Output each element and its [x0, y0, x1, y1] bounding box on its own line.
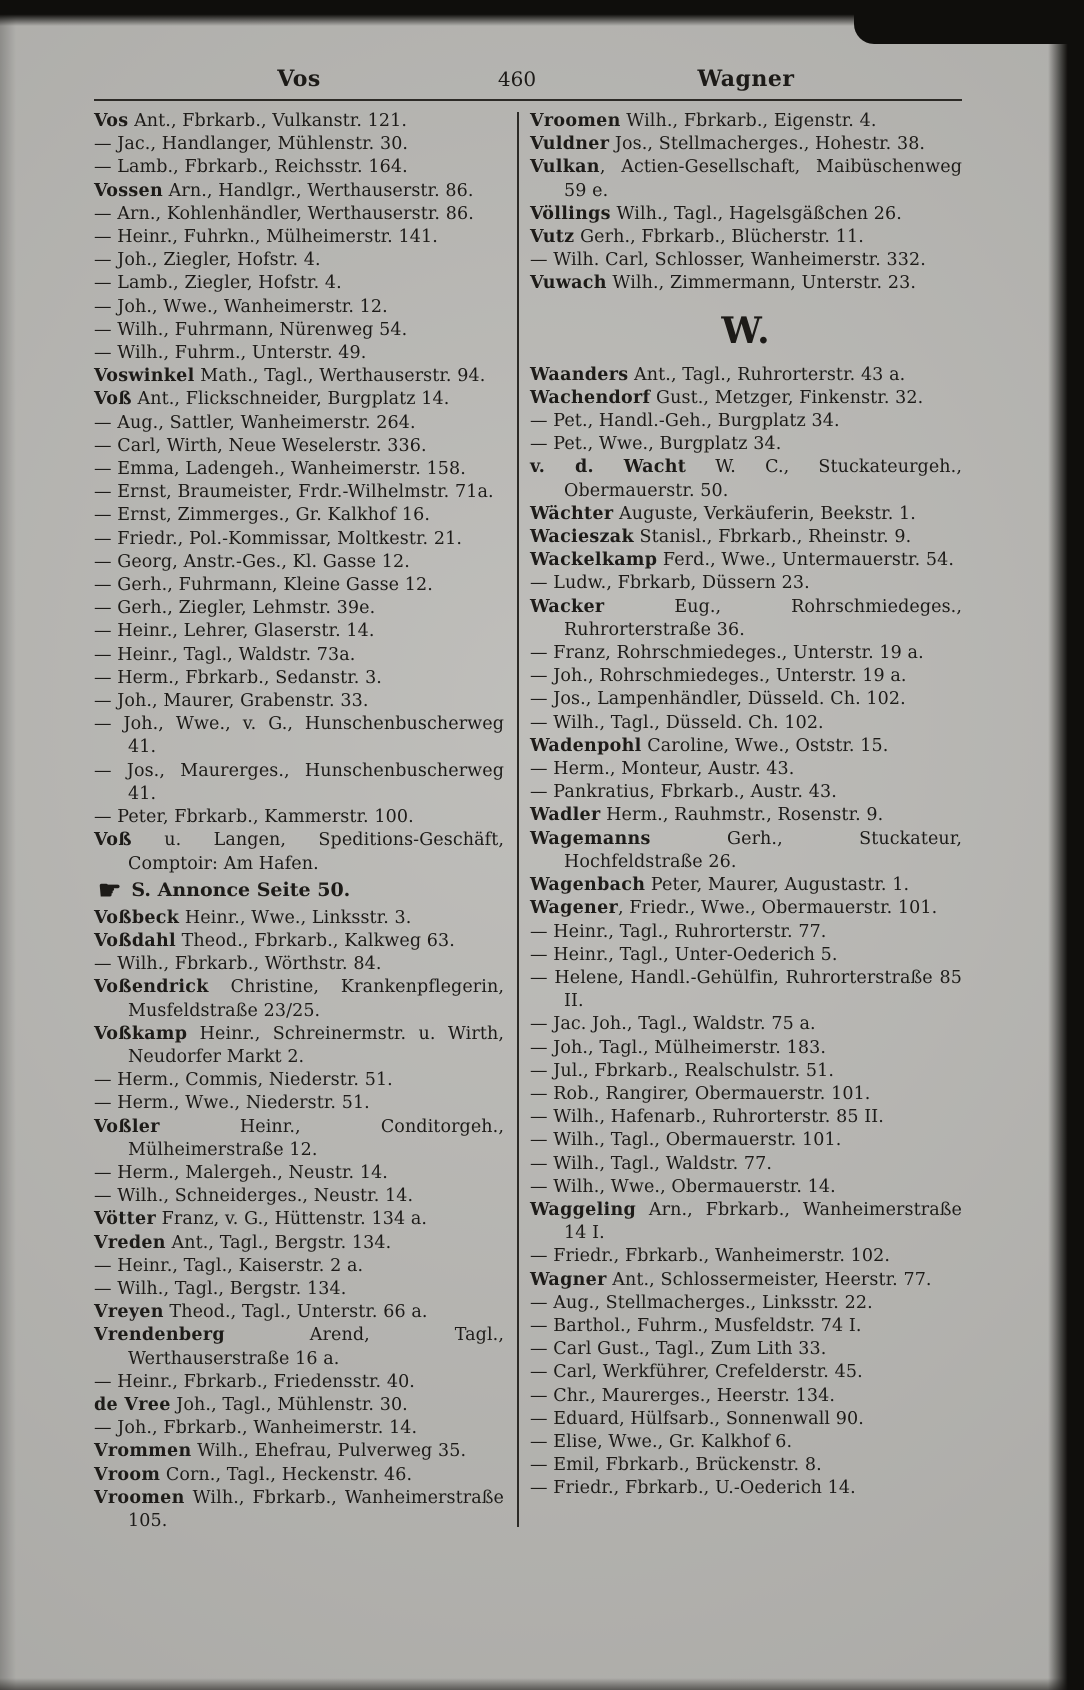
header-rule [94, 99, 962, 101]
directory-entry: Wagenbach Peter, Maurer, Augustastr. 1. [530, 875, 910, 896]
surname: Vuldner [530, 134, 610, 155]
directory-entry: Vuwach Wilh., Zimmermann, Unterstr. 23. [530, 273, 917, 294]
surname: Voß [94, 389, 132, 410]
directory-entry: Voßdahl Theod., Fbrkarb., Kalkweg 63. [94, 930, 455, 951]
directory-entry: — Friedr., Pol.-Kommissar, Moltkestr. 21. [94, 528, 462, 549]
surname: Wagenbach [530, 875, 646, 896]
directory-entry: v. d. Wacht W. C., Stuckateurgeh., Obermauerstr. 50. [530, 457, 962, 501]
directory-entry: — Heinr., Tagl., Unter-Oederich 5. [530, 944, 838, 965]
directory-entry: — Barthol., Fuhrm., Musfeldstr. 74 I. [530, 1315, 862, 1336]
directory-entry: — Franz, Rohrschmiedeges., Unterstr. 19 a. [530, 643, 924, 664]
directory-entry: — Joh., Tagl., Mülheimerstr. 183. [530, 1037, 826, 1058]
directory-entry: — Chr., Maurerges., Heerstr. 134. [530, 1385, 835, 1406]
surname: Vroomen [94, 1487, 185, 1508]
page-number: 460 [497, 67, 537, 91]
directory-entry: Wächter Auguste, Verkäuferin, Beekstr. 1. [530, 503, 916, 524]
directory-entry: Voßbeck Heinr., Wwe., Linksstr. 3. [94, 907, 412, 928]
directory-entry: Vroomen Wilh., Fbrkarb., Wanheimerstraße 105. [94, 1487, 504, 1531]
surname: Vrommen [94, 1441, 192, 1462]
directory-entry: — Friedr., Fbrkarb., Wanheimerstr. 102. [530, 1246, 891, 1267]
surname: Wächter [530, 503, 614, 524]
directory-entry: — Herm., Wwe., Niederstr. 51. [94, 1093, 370, 1114]
directory-entry: — Wilh., Hafenarb., Ruhrorterstr. 85 II. [530, 1107, 884, 1128]
directory-entry: — Pet., Wwe., Burgplatz 34. [530, 434, 782, 455]
directory-entry: — Jul., Fbrkarb., Realschulstr. 51. [530, 1060, 835, 1081]
directory-entry: — Herm., Fbrkarb., Sedanstr. 3. [94, 667, 382, 688]
section-letter-heading: W. [721, 309, 771, 352]
directory-entry: — Wilh., Tagl., Waldstr. 77. [530, 1153, 773, 1174]
directory-entry: — Aug., Stellmacherges., Linksstr. 22. [530, 1292, 873, 1313]
directory-entry: Voßkamp Heinr., Schreinermstr. u. Wirth, Neudorfer Markt 2. [94, 1023, 504, 1067]
directory-entry: Wagener, Friedr., Wwe., Obermauerstr. 101. [530, 898, 938, 919]
directory-entry: — Friedr., Fbrkarb., U.-Oederich 14. [530, 1478, 856, 1499]
page-content [94, 66, 962, 1533]
directory-entry: Vroom Corn., Tagl., Heckenstr. 46. [94, 1464, 413, 1485]
surname: Vroomen [530, 111, 621, 131]
directory-entry: Vreyen Theod., Tagl., Unterstr. 66 a. [94, 1302, 428, 1323]
directory-entry: Vrommen Wilh., Ehefrau, Pulverweg 35. [94, 1441, 467, 1462]
surname: Wackelkamp [530, 550, 658, 571]
directory-entry: — Rob., Rangirer, Obermauerstr. 101. [530, 1083, 871, 1104]
surname: Vuwach [530, 273, 607, 294]
surname: Voßkamp [94, 1023, 188, 1044]
directory-entry: Vutz Gerh., Fbrkarb., Blücherstr. 11. [530, 227, 864, 248]
surname: Vötter [94, 1209, 156, 1230]
directory-entry: — Carl Gust., Tagl., Zum Lith 33. [530, 1339, 827, 1360]
directory-entry: Vossen Arn., Handlgr., Werthauserstr. 86. [94, 180, 474, 201]
directory-entry: — Emil, Fbrkarb., Brückenstr. 8. [530, 1455, 822, 1476]
surname: Vreyen [94, 1302, 164, 1323]
directory-entry: — Wilh., Fuhrmann, Nürenweg 54. [94, 319, 408, 340]
directory-entry: — Joh., Wwe., v. G., Hunschenbuscherweg 41. [94, 714, 504, 758]
directory-entry: Voßler Heinr., Conditorgeh., Mülheimerstraße 12. [94, 1116, 504, 1160]
directory-entry: Waanders Ant., Tagl., Ruhrorterstr. 43 a. [530, 364, 906, 385]
pointing-hand-icon: ☛ [98, 875, 122, 906]
column-divider [504, 110, 530, 1533]
scan-artifact-bottom-edge [0, 1678, 1084, 1690]
directory-entry: — Carl, Wirth, Neue Weselerstr. 336. [94, 435, 427, 456]
directory-entry: — Carl, Werkführer, Crefelderstr. 45. [530, 1362, 863, 1383]
running-header [94, 66, 962, 92]
surname: Wachendorf [530, 387, 651, 408]
directory-entry: — Ernst, Zimmerges., Gr. Kalkhof 16. [94, 505, 431, 526]
directory-entry: Wachendorf Gust., Metzger, Finkenstr. 32. [530, 387, 924, 408]
directory-entry: — Helene, Handl.-Gehülfin, Ruhrorterstraße 85 II. [530, 967, 962, 1012]
two-column-layout [94, 110, 962, 1533]
directory-entry: Vötter Franz, v. G., Hüttenstr. 134 a. [94, 1209, 428, 1230]
directory-entry: Wadler Herm., Rauhmstr., Rosenstr. 9. [530, 805, 884, 826]
directory-entry: Voswinkel Math., Tagl., Werthauserstr. 94. [94, 366, 486, 387]
surname: Vreden [94, 1232, 166, 1253]
surname: Wacker [530, 596, 605, 617]
surname: Voßler [94, 1116, 160, 1137]
directory-entry: — Aug., Sattler, Wanheimerstr. 264. [94, 412, 416, 433]
directory-entry: Wacieszak Stanisl., Fbrkarb., Rheinstr. 9. [530, 527, 912, 548]
surname: Waggeling [530, 1199, 637, 1220]
annonce-text: S. Annonce Seite 50. [131, 879, 351, 902]
directory-entry: — Wilh. Carl, Schlosser, Wanheimerstr. 332. [530, 250, 926, 271]
directory-entry: Vuldner Jos., Stellmacherges., Hohestr. 38. [530, 134, 926, 155]
surname: Voß [94, 830, 132, 851]
directory-entry: — Wilh., Fbrkarb., Wörthstr. 84. [94, 954, 382, 975]
directory-entry: Völlings Wilh., Tagl., Hagelsgäßchen 26. [530, 203, 902, 224]
surname: Vroom [94, 1464, 161, 1485]
surname: Vos [94, 111, 129, 131]
directory-entry: — Pet., Handl.-Geh., Burgplatz 34. [530, 411, 840, 432]
directory-entry: — Heinr., Tagl., Waldstr. 73a. [94, 644, 356, 665]
directory-entry: Voß Ant., Flickschneider, Burgplatz 14. [94, 389, 450, 410]
directory-entry: — Pankratius, Fbrkarb., Austr. 43. [530, 782, 837, 803]
scan-artifact-left-edge [0, 0, 16, 1690]
directory-entry: Vrendenberg Arend, Tagl., Werthauserstraße 16 a. [94, 1325, 504, 1369]
surname: v. d. Wacht [530, 457, 687, 478]
surname: Wagner [530, 1269, 607, 1290]
directory-entry: — Elise, Wwe., Gr. Kalkhof 6. [530, 1431, 793, 1452]
header-first-entry-word: Vos [277, 66, 321, 92]
directory-entry: — Peter, Fbrkarb., Kammerstr. 100. [94, 807, 414, 828]
surname: Voßdahl [94, 930, 176, 951]
surname: Vutz [530, 227, 575, 248]
directory-entry: — Joh., Ziegler, Hofstr. 4. [94, 250, 321, 271]
directory-entry: — Wilh., Schneiderges., Neustr. 14. [94, 1186, 414, 1207]
header-last-entry-word: Wagner [697, 66, 795, 92]
directory-entry: — Jac., Handlanger, Mühlenstr. 30. [94, 134, 409, 155]
directory-entry: — Joh., Wwe., Wanheimerstr. 12. [94, 296, 388, 317]
directory-entry: — Wilh., Fuhrm., Unterstr. 49. [94, 343, 367, 364]
surname: Wadler [530, 805, 601, 826]
directory-entry: — Wilh., Tagl., Düsseld. Ch. 102. [530, 712, 824, 733]
surname: Voswinkel [94, 366, 195, 387]
directory-entry: — Georg, Anstr.-Ges., Kl. Gasse 12. [94, 551, 410, 572]
directory-entry: — Joh., Maurer, Grabenstr. 33. [94, 691, 369, 712]
directory-entry: — Joh., Fbrkarb., Wanheimerstr. 14. [94, 1418, 418, 1439]
directory-entry: — Heinr., Tagl., Kaiserstr. 2 a. [94, 1255, 364, 1276]
right-column [530, 110, 962, 1533]
directory-entry: Wagemanns Gerh., Stuckateur, Hochfeldstraße 26. [530, 828, 962, 872]
directory-entry: — Lamb., Fbrkarb., Reichsstr. 164. [94, 157, 408, 178]
directory-entry: Wackelkamp Ferd., Wwe., Untermauerstr. 54. [530, 550, 955, 571]
directory-entry: — Ludw., Fbrkarb, Düssern 23. [530, 573, 810, 594]
surname: Völlings [530, 203, 611, 224]
directory-entry: Wacker Eug., Rohrschmiedeges., Ruhrorterstraße 36. [530, 596, 962, 640]
scan-artifact-right-edge [1048, 0, 1084, 1690]
directory-entry: — Heinr., Fuhrkn., Mülheimerstr. 141. [94, 227, 438, 248]
surname: Vossen [94, 180, 164, 201]
directory-entry: Vulkan, Actien-Gesellschaft, Maibüschenweg 59 e. [530, 157, 962, 201]
surname: Voßbeck [94, 907, 180, 928]
directory-entry: — Herm., Malergeh., Neustr. 14. [94, 1162, 388, 1183]
directory-entry: Voßendrick Christine, Krankenpflegerin, Musfeldstraße 23/25. [94, 977, 504, 1021]
directory-entry: — Ernst, Braumeister, Frdr.-Wilhelmstr. 71a. [94, 482, 494, 503]
directory-entry: — Joh., Rohrschmiedeges., Unterstr. 19 a. [530, 666, 907, 687]
directory-entry: — Jac. Joh., Tagl., Waldstr. 75 a. [530, 1014, 816, 1035]
surname: de Vree [94, 1394, 171, 1415]
directory-entry: Wadenpohl Caroline, Wwe., Oststr. 15. [530, 735, 889, 756]
directory-entry: — Emma, Ladengeh., Wanheimerstr. 158. [94, 459, 466, 480]
directory-entry: — Jos., Maurerges., Hunschenbuscherweg 41. [94, 760, 504, 804]
surname: Vulkan [530, 157, 600, 178]
directory-entry: — Heinr., Lehrer, Glaserstr. 14. [94, 621, 375, 642]
directory-entry: Vreden Ant., Tagl., Bergstr. 134. [94, 1232, 392, 1253]
directory-entry: Vroomen Wilh., Fbrkarb., Eigenstr. 4. [530, 111, 877, 131]
directory-entry: — Jos., Lampenhändler, Düsseld. Ch. 102. [530, 689, 906, 710]
directory-entry: Waggeling Arn., Fbrkarb., Wanheimerstraße 14 I. [530, 1199, 962, 1244]
directory-entry: — Arn., Kohlenhändler, Werthauserstr. 86. [94, 203, 474, 224]
directory-entry: — Gerh., Fuhrmann, Kleine Gasse 12. [94, 575, 433, 596]
surname: Wacieszak [530, 527, 634, 548]
directory-entry: — Gerh., Ziegler, Lehmstr. 39e. [94, 598, 376, 619]
directory-entry: — Lamb., Ziegler, Hofstr. 4. [94, 273, 342, 294]
directory-entry: — Herm., Commis, Niederstr. 51. [94, 1070, 393, 1091]
directory-entry: de Vree Joh., Tagl., Mühlenstr. 30. [94, 1394, 408, 1415]
surname: Waanders [530, 364, 629, 385]
surname: Wagemanns [530, 828, 651, 849]
directory-entry: — Wilh., Tagl., Bergstr. 134. [94, 1278, 347, 1299]
surname: Wadenpohl [530, 735, 642, 756]
left-column [94, 110, 504, 1533]
annonce-note [98, 875, 504, 906]
directory-entry: — Herm., Monteur, Austr. 43. [530, 759, 795, 780]
directory-entry: Wagner Ant., Schlossermeister, Heerstr. 77. [530, 1269, 932, 1290]
directory-entry: — Wilh., Wwe., Obermauerstr. 14. [530, 1176, 836, 1197]
directory-entry: Vos Ant., Fbrkarb., Vulkanstr. 121. [94, 111, 408, 131]
surname: Voßendrick [94, 977, 209, 998]
directory-entry: — Wilh., Tagl., Obermauerstr. 101. [530, 1130, 842, 1151]
directory-entry: — Heinr., Tagl., Ruhrorterstr. 77. [530, 921, 827, 942]
directory-entry: — Heinr., Fbrkarb., Friedensstr. 40. [94, 1371, 415, 1392]
surname: Vrendenberg [94, 1325, 225, 1346]
directory-entry: Voß u. Langen, Speditions-Geschäft, Comptoir: Am Hafen. [94, 830, 504, 874]
surname: Wagener [530, 898, 619, 919]
directory-entry: — Eduard, Hülfsarb., Sonnenwall 90. [530, 1408, 864, 1429]
